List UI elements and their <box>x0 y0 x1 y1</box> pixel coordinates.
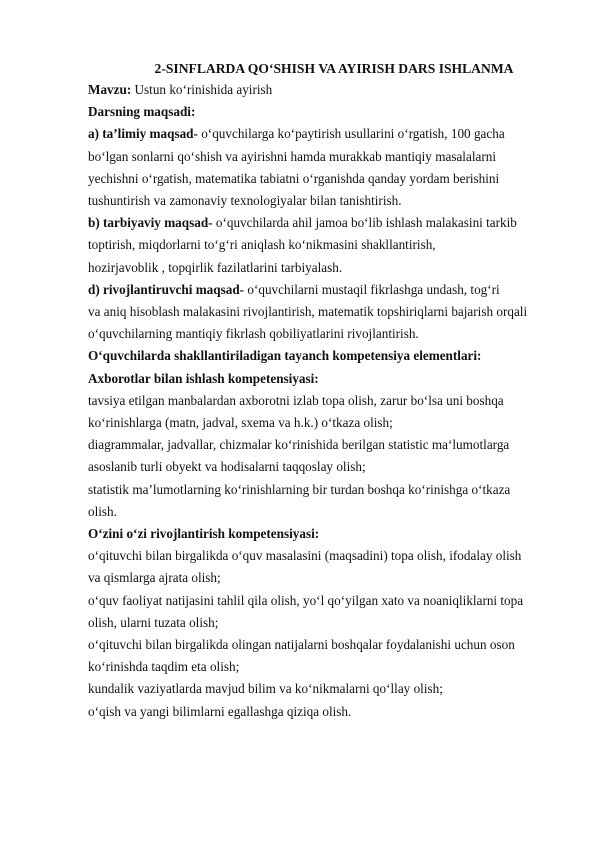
self-competency-text: olish, ularni tuzata olish; <box>88 614 219 630</box>
goal-b-text: toptirish, miqdorlarni to‘g‘ri aniqlash ko‘nikmasini shakllantirish, <box>88 237 436 253</box>
topic-label: Mavzu: <box>88 82 132 97</box>
goal-a-line <box>88 123 568 145</box>
goal-b-text: hozirjavoblik , topqirlik fazilatlarini tarbiyalash. <box>88 259 343 275</box>
topic-line <box>88 79 568 101</box>
goal-d-line <box>88 279 568 301</box>
goal-a-text: yechishni o‘rgatish, matematika tabiatni o‘rganishda qanday yordam berishini <box>88 170 500 186</box>
self-competency-text: o‘quv faoliyat natijasini tahlil qila olish, yo‘l qo‘yilgan xato va noaniqliklarni topa <box>88 592 524 608</box>
self-competency-text: va qismlarga ajrata olish; <box>88 570 221 586</box>
info-competency-text: olish. <box>88 503 117 519</box>
self-competency-heading: O‘zini o‘zi rivojlantirish kompetensiyasi: <box>88 526 320 542</box>
goal-a-label: a) ta’limiy maqsad- <box>88 126 198 142</box>
goal-b-text: o‘quvchilarda ahil jamoa bo‘lib ishlash malakasini tarkib <box>212 215 517 231</box>
goal-b-line <box>88 212 568 234</box>
goal-d-label: d) rivojlantiruvchi maqsad- <box>88 281 245 297</box>
info-competency-text: tavsiya etilgan manbalardan axborotni izlab topa olish, zarur bo‘lsa uni boshqa <box>88 392 504 408</box>
competencies-heading: O‘quvchilarda shakllantiriladigan tayanch kompetensiya elementlari: <box>88 348 482 364</box>
document-page <box>88 58 568 723</box>
self-competency-text: o‘qituvchi bilan birgalikda olingan natijalarni boshqalar foydalanishi uchun oson <box>88 637 515 653</box>
info-competency-text: asoslanib turli obyekt va hodisalarni taqqoslay olish; <box>88 459 366 475</box>
self-competency-text: kundalik vaziyatlarda mavjud bilim va ko‘nikmalarni qo‘llay olish; <box>88 681 443 697</box>
goal-d-text: o‘quvchilarni mustaqil fikrlashga undash, tog‘ri <box>244 281 500 297</box>
topic-text: Ustun ko‘rinishida ayirish <box>131 82 273 97</box>
info-competency-heading: Axborotlar bilan ishlash kompetensiyasi: <box>88 370 319 386</box>
self-competency-text: o‘qituvchi bilan birgalikda o‘quv masalasini (maqsadini) topa olish, ifodalay olish <box>88 548 522 564</box>
info-competency-text: diagrammalar, jadvallar, chizmalar ko‘rinishida berilgan statistic ma‘lumotlarga <box>88 437 510 453</box>
goal-d-text: va aniq hisoblash malakasini rivojlantirish, matematik topshiriqlarni bajarish orqali <box>88 304 528 320</box>
info-competency-text: ko‘rinishlarga (matn, jadval, sxema va h.k.) o‘tkaza olish; <box>88 415 393 431</box>
self-competency-text: ko‘rinishda taqdim eta olish; <box>88 659 240 675</box>
goal-d-text: o‘quvchilarning mantiqiy fikrlash qobiliyatlarini rivojlantirish. <box>88 326 419 342</box>
goal-a-text: bo‘lgan sonlarni qo‘shish va ayirishni hamda murakkab mantiqiy masalalarni <box>88 148 496 164</box>
goal-a-text: o‘quvchilarga ko‘paytirish usullarini o‘rgatish, 100 gacha <box>197 126 505 142</box>
info-competency-text: statistik ma’lumotlarning ko‘rinishlarning bir turdan boshqa ko‘rinishga o‘tkaza <box>88 481 511 497</box>
self-competency-text: o‘qish va yangi bilimlarni egallashga qiziqa olish. <box>88 703 352 719</box>
goal-b-label: b) tarbiyaviy maqsad- <box>88 215 213 231</box>
document-title: 2-SINFLARDA QO‘SHISH VA AYIRISH DARS ISHLANMA <box>154 61 514 76</box>
goal-a-text: tushuntirish va zamonaviy texnologiyalar bilan tanishtirish. <box>88 193 402 209</box>
goals-heading: Darsning maqsadi: <box>88 104 196 120</box>
